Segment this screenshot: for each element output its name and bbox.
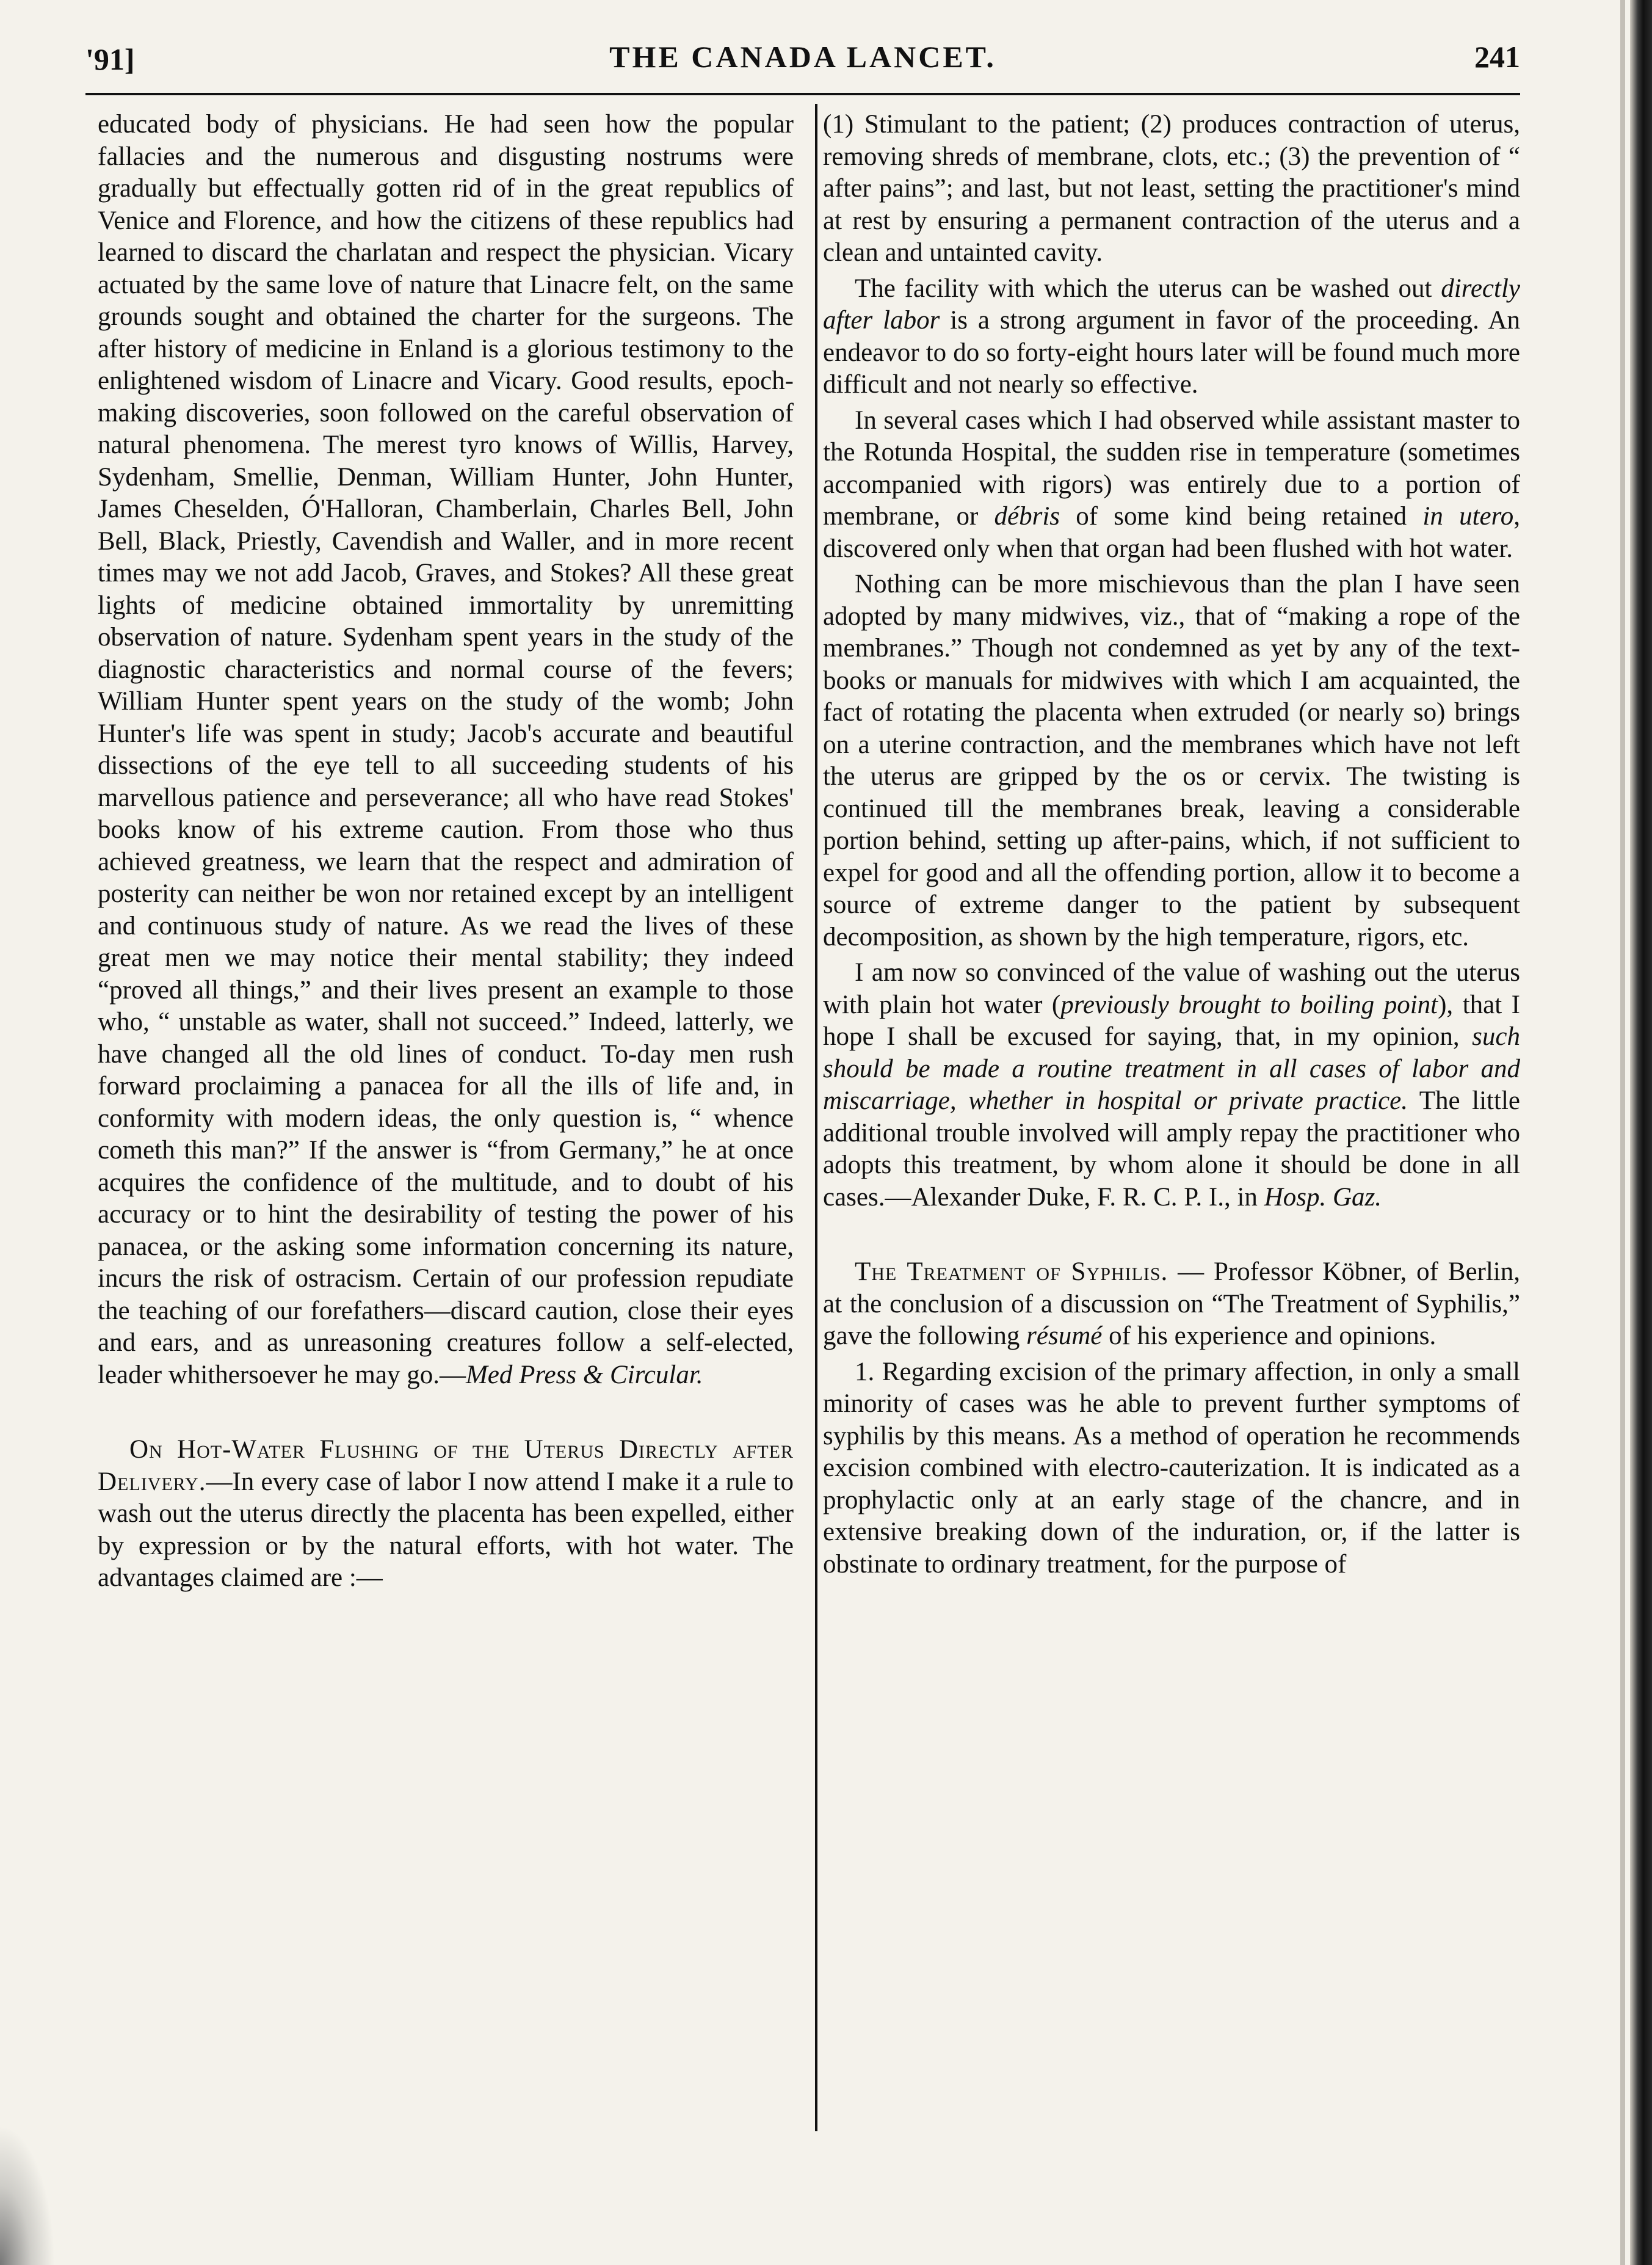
header-journal-title: THE CANADA LANCET.	[609, 40, 996, 74]
page-binding-edge	[1630, 0, 1652, 2265]
linacre-text: educated body of physicians. He had seen how the popular fallacies and the numerous and disgusting nostrums were gradually but effectually gotten rid of in the great republics of Venice and Florence, and how the citizens of these republics had learned to discard the charlatan and respect the physician. Vicary actuated by the same love of nature that Linacre felt, on the same grounds sought and obtained the charter for the surgeons. The after history of medicine in Enland is a glorious testimony to the enlightened wisdom of Linacre and Vicary. Good results, epoch-making discoveries, soon followed on the careful observation of natural phenomena. The merest tyro knows of Willis, Harvey, Sydenham, Smellie, Denman, William Hunter, John Hunter, James Cheselden, Ó'Halloran, Chamberlain, Charles Bell, John Bell, Black, Priestly, Cavendish and Waller, and in more recent times may we not add Jacob, Graves, and Stokes? All these great lights of medicine obtained immortality by unremitting observation of nature. Sydenham spent years in the study of the diagnostic characteristics and normal course of the fevers; William Hunter spent years on the study of the womb; John Hunter's life was spent in study; Jacob's accurate and beautiful dissections of the eye tell to all succeeding students of his marvellous patience and perseverance; all who have read Stokes' books know of his extreme caution. From those who thus achieved greatness, we learn that the respect and admiration of posterity can neither be won nor retained except by an intelligent and continuous study of nature. As we read the lives of these great men we may notice their mental stability; they indeed “proved all things,” and their lives present an example to those who, “ unstable as water, shall not succeed.” Indeed, latterly, we have changed all the old lines of conduct. To-day men rush forward proclaiming a panacea for all the ills of life and, in conformity with modern ideas, the only question is, “ whence cometh this man?” If the answer is “from Germany,” he at once acquires the confidence of the multitude, and to doubt of his accuracy or to hint the desirability of testing the power of his panacea, or the asking some information concerning its nature, incurs the risk of ostracism. Certain of our profession repudiate the teaching of our forefathers—discard caution, close their eyes and ears, and as unreasoning creatures follow a self-elected, leader whithersoever he may go.—	[98, 110, 794, 1389]
header-page-number: 241	[1474, 40, 1520, 74]
conclusion-emphasis-boiling: previously brought to boiling point	[1060, 990, 1438, 1019]
syphilis-emphasis: résumé	[1026, 1322, 1103, 1350]
rotunda-text-a: In several cases which I had observed while assistant master to the Rotunda Hospital, the sudden rise in temperature (sometimes accompanied with rigors) was entirely due to a portion of membrane, or	[823, 405, 1520, 531]
rotunda-text-b: of some kind being retained	[1060, 502, 1423, 531]
rotunda-emphasis-in-utero: in utero	[1422, 502, 1514, 531]
facility-emphasis: directly after labor	[823, 274, 1520, 335]
rotunda-text-c: , discovered only when that organ had been flushed with hot water.	[823, 502, 1520, 563]
page-binding-shadow	[1620, 0, 1625, 2265]
midwives-paragraph: Nothing can be more mischievous than the plan I have seen adopted by many midwives, viz., that of “making a rope of the membranes.” Though not condemned as yet by any of the text-books or manuals for midwives with which I am acquainted, the fact of rotating the placenta when extruded (or nearly so) brings on a uterine contraction, and the membranes which have not left the uterus are gripped by the os or cervix. The twisting is continued till the membranes break, leaving a considerable portion behind, setting up after-pains, which, if not sufficient to expel for good and all the offending portion, allow it to become a source of extreme danger to the patient by subsequent decomposition, as shown by the high temperature, rigors, etc.	[823, 570, 1520, 951]
conclusion-text-a: I am now so convinced of the value of washing out the uterus with plain hot water (	[823, 958, 1520, 1019]
syphilis-text-a: — Professor Köbner, of Berlin, at the conclusion of a discussion on “The Treatment of Syphilis,” gave the following	[823, 1257, 1520, 1350]
facility-text-b: is a strong argument in favor of the proceeding. An endeavor to do so forty-eight hours later will be found much more difficult and not nearly so effective.	[823, 306, 1520, 399]
conclusion-paragraph	[823, 957, 1520, 1213]
linacre-paragraph	[98, 109, 794, 1391]
facility-paragraph	[823, 273, 1520, 401]
hot-water-text: —In every case of labor I now attend I make it a rule to wash out the uterus directly the placenta has been expelled, either by expression or by the natural efforts, with hot water. The advantages claimed are :—	[98, 1467, 794, 1592]
rotunda-paragraph	[823, 405, 1520, 565]
conclusion-emphasis-routine: such should be made a routine treatment in all cases of labor and miscarriage, whether in hospital or private practice.	[823, 1022, 1520, 1115]
advantages-paragraph: (1) Stimulant to the patient; (2) produces contraction of uterus, removing shreds of membrane, clots, etc.; (3) the prevention of “ after pains”; and last, but not least, setting the practitioner's mind at rest by ensuring a permanent contraction of the uterus and a clean and untainted cavity.	[823, 110, 1520, 267]
column-divider	[815, 104, 817, 2131]
excision-paragraph: 1. Regarding excision of the primary affection, in only a small minority of cases was he able to prevent further symptoms of syphilis by this means. As a method of operation he recommends excision combined with electro-cauterization. It is indicated as a prophylactic only at an early stage of the chancre, and in extensive breaking down of the induration, or, if the latter is obstinate to ordinary treatment, for the purpose of	[823, 1357, 1520, 1579]
header-rule	[85, 93, 1520, 95]
hot-water-paragraph	[98, 1434, 794, 1594]
header-year: '91]	[85, 42, 135, 76]
rotunda-emphasis-debris: débris	[994, 502, 1060, 531]
linacre-source: Med Press & Circular.	[465, 1360, 703, 1389]
hot-water-heading: On Hot-Water Flushing of the Uterus Directly after Delivery.	[98, 1435, 794, 1496]
left-column	[98, 109, 794, 1594]
scan-corner-mark	[0, 2125, 55, 2265]
syphilis-heading: The Treatment of Syphilis.	[855, 1257, 1168, 1286]
right-column	[823, 109, 1520, 1580]
syphilis-text-b: of his experience and opinions.	[1102, 1322, 1436, 1350]
facility-text-a: The facility with which the uterus can be washed out	[855, 274, 1441, 303]
syphilis-paragraph	[823, 1256, 1520, 1353]
conclusion-text-c: The little additional trouble involved will amply repay the practitioner who adopts this treatment, by whom alone it should be done in all cases.—Alexander Duke, F. R. C. P. I., in	[823, 1086, 1520, 1212]
conclusion-source: Hosp. Gaz.	[1264, 1182, 1382, 1212]
running-header	[85, 39, 1520, 88]
conclusion-text-b: ), that I hope I shall be excused for saying, that, in my opinion,	[823, 990, 1521, 1051]
